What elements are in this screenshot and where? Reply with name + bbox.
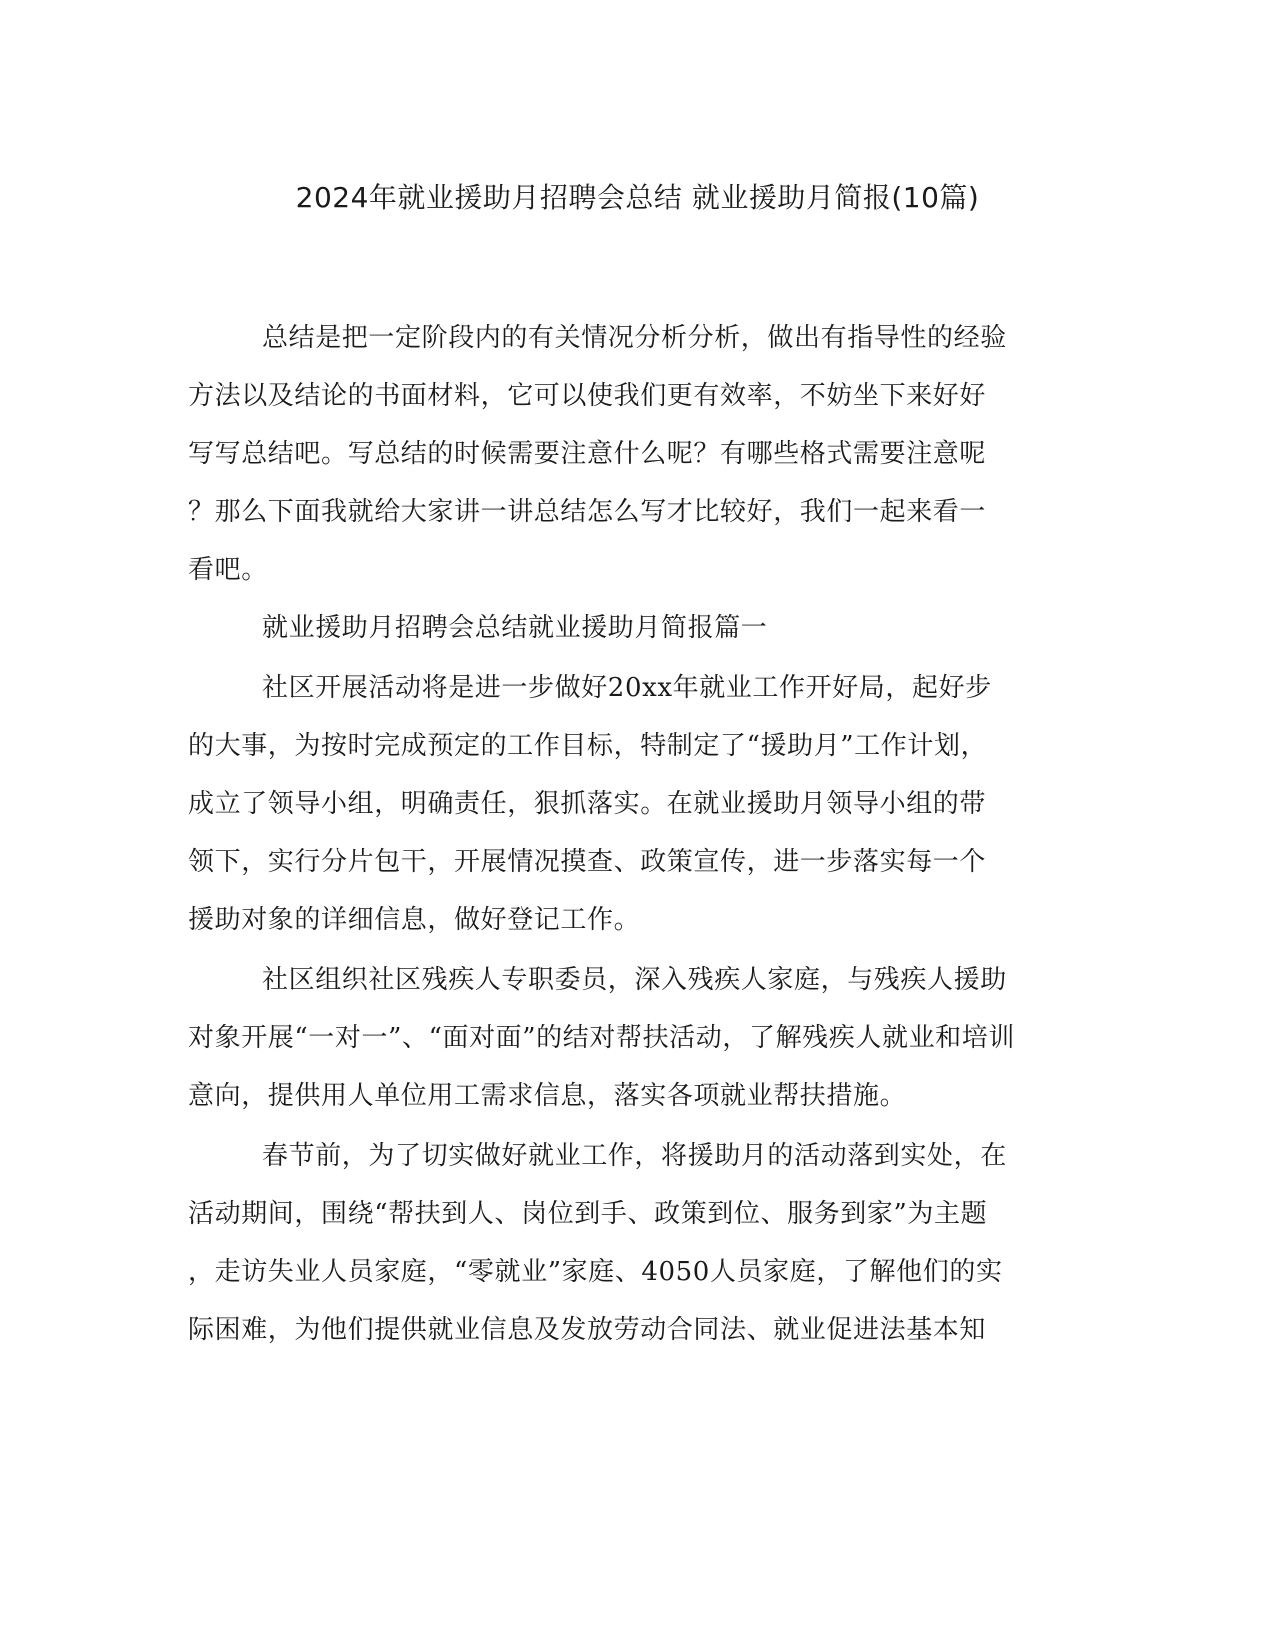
paragraph-line: 总结是把一定阶段内的有关情况分析分析，做出有指导性的经验 — [262, 323, 1007, 353]
paragraph-line: 活动期间，围绕“帮扶到人、岗位到手、政策到位、服务到家”为主题 — [188, 1199, 988, 1229]
paragraph-line: 社区组织社区残疾人专职委员，深入残疾人家庭，与残疾人援助 — [262, 965, 1007, 995]
paragraph-line: 成立了领导小组，明确责任，狠抓落实。在就业援助月领导小组的带 — [188, 789, 987, 819]
paragraph-line: 写写总结吧。写总结的时候需要注意什么呢？有哪些格式需要注意呢 — [188, 439, 987, 469]
paragraph-line: 对象开展“一对一”、“面对面”的结对帮扶活动，了解残疾人就业和培训 — [188, 1023, 1015, 1053]
paragraph-line: 意向，提供用人单位用工需求信息，落实各项就业帮扶措施。 — [188, 1081, 907, 1111]
paragraph-line: 领下，实行分片包干，开展情况摸查、政策宣传，进一步落实每一个 — [188, 847, 987, 877]
paragraph-line: 方法以及结论的书面材料，它可以使我们更有效率，不妨坐下来好好 — [188, 381, 987, 411]
document-title: 2024年就业援助月招聘会总结 就业援助月简报(10篇) — [295, 181, 980, 214]
section-heading: 就业援助月招聘会总结就业援助月简报篇一 — [262, 613, 768, 643]
paragraph-line: 春节前，为了切实做好就业工作，将援助月的活动落到实处，在 — [262, 1141, 1007, 1171]
paragraph-line: ？那么下面我就给大家讲一讲总结怎么写才比较好，我们一起来看一 — [188, 497, 987, 527]
paragraph-line: 际困难，为他们提供就业信息及发放劳动合同法、就业促进法基本知 — [188, 1315, 987, 1345]
paragraph-line: 的大事，为按时完成预定的工作目标，特制定了“援助月”工作计划， — [188, 731, 988, 761]
paragraph-line: 援助对象的详细信息，做好登记工作。 — [188, 905, 641, 935]
paragraph-line: 看吧。 — [188, 555, 268, 585]
paragraph-line: 社区开展活动将是进一步做好20xx年就业工作开好局，起好步 — [262, 673, 992, 703]
paragraph-line: ，走访失业人员家庭，“零就业”家庭、4050人员家庭，了解他们的实 — [188, 1257, 1003, 1287]
